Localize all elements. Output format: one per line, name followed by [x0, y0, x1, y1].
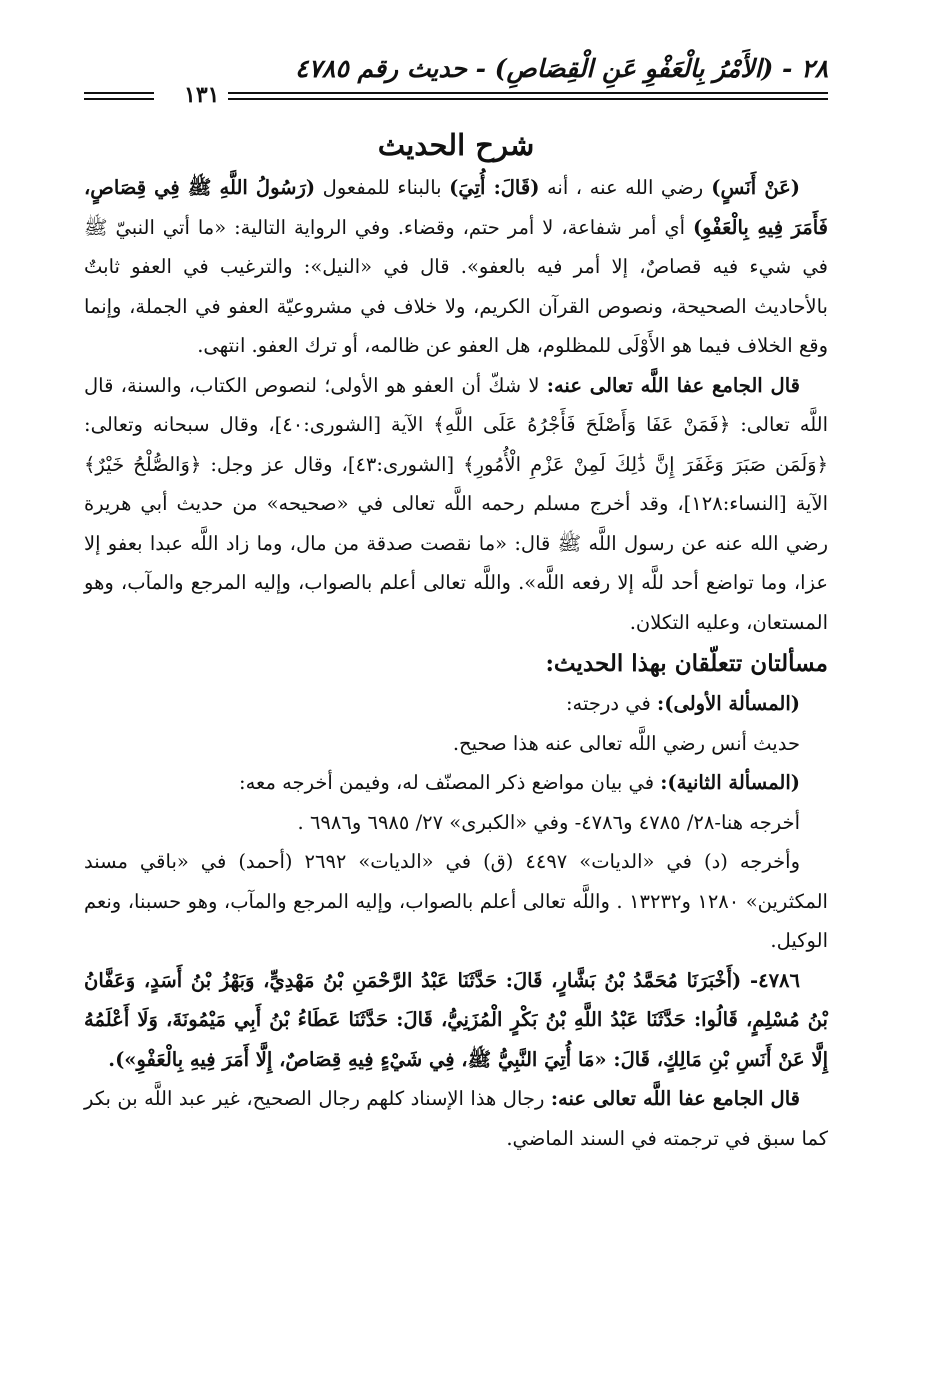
- masala-2-text: في بيان مواضع ذكر المصنّف له، وفيمن أخرجه معه:: [239, 771, 661, 794]
- jami-comment-paragraph: [84, 366, 828, 643]
- section-title: شرح الحديث: [377, 128, 535, 162]
- masala-2-label: (المسألة الثانية):: [660, 771, 800, 794]
- final-comment-label: قال الجامع عفا اللَّه تعالى عنه:: [550, 1087, 800, 1110]
- masail-heading: مسألتان تتعلّقان بهذا الحديث:: [545, 650, 828, 677]
- jami-text: لا شكّ أن العفو هو الأولى؛ لنصوص الكتاب، والسنة، قال اللَّه تعالى: ﴿فَمَنْ عَفَا وَأَصْلَحَ فَأَجْرُهُ عَلَى اللَّهِ﴾ الآية [الشورى:٤٠]، وقال سبحانه وتعالى: ﴿وَلَمَن صَبَرَ وَغَفَرَ إِنَّ ذَٰلِكَ لَمِنْ عَزْمِ الْأُمُورِ﴾ [الشورى:٤٣]، وقال عز وجل: ﴿وَالصُّلْحُ خَيْرٌ﴾ الآية [النساء:١٢٨]، وقد أخرج مسلم رحمه اللَّه تعالى في «صحيحه» من حديث أبي هريرة رضي الله عنه عن رسول اللَّه ﷺ قال: «ما نقصت صدقة من مال، وما زاد اللَّه عبدا بعفو إلا عزا، وما تواضع أحد للَّه إلا رفعه اللَّه». واللَّه تعالى أعلم بالصواب، وإليه المرجع والمآب، وهو المستعان، وعليه التكلان.: [84, 373, 829, 634]
- sharh-run: بالبناء للمفعول: [315, 176, 450, 199]
- masala-1-body: حديث أنس رضي اللَّه تعالى عنه هذا صحيح.: [452, 731, 800, 755]
- masala-2: [84, 763, 828, 803]
- masala-1-label: (المسألة الأولى):: [657, 692, 800, 715]
- masala-1-text: في درجته:: [565, 692, 658, 715]
- page-number: ١٣١: [176, 82, 227, 108]
- sharh-run: أي أمر شفاعة، لا أمر حتم، وقضاء. وفي الرواية التالية: «ما أتي النبيّ ﷺ في شيء فيه قصاصٌ، إلا أمر فيه بالعفو». قال في «النيل»: والترغيب في العفو ثابتٌ بالأحاديث الصحيحة، ونصوص القرآن الكريم، ولا خلاف في مشروعيّة العفو في الجملة، وإنما وقع الخلاف فيما هو الأَوْلَى للمظلوم، هل العفو عن ظالمه، أو ترك العفو. انتهى.: [84, 215, 828, 357]
- final-comment: [84, 1079, 828, 1158]
- masala-2-body: أخرجه هنا-٢٨/ ٤٧٨٥ و٤٧٨٦- وفي «الكبرى» ٢٧/ ٦٩٨٥ و٦٩٨٦ .: [297, 810, 800, 834]
- final-comment-text: رجال هذا الإسناد كلهم رجال الصحيح، غير عبد اللَّه بن بكر كما سبق في ترجمته في السند الماضي.: [84, 1087, 828, 1150]
- hadith-text: ٤٧٨٦- (أَخْبَرَنَا مُحَمَّدُ بْنُ بَشَّارٍ، قَالَ: حَدَّثَنَا عَبْدُ الرَّحْمَنِ بْنُ مَهْدِيٍّ، وَبَهْزُ بْنُ أَسَدٍ، وَعَفَّانُ بْنُ مُسْلِمٍ، قَالُوا: حَدَّثَنَا عَبْدُ اللَّهِ بْنُ بَكْرٍ الْمُزَنِيُّ، قَالَ: حَدَّثَنَا عَطَاءُ بْنُ أَبِي مَيْمُونَةَ، وَلَا أَعْلَمُهُ إِلَّا عَنْ أَنَسِ بْنِ مَالِكٍ، قَالَ: «مَا أُتِيَ النَّبِيُّ ﷺ، فِي شَيْءٍ فِيهِ قِصَاصٌ، إِلَّا أَمَرَ فِيهِ بِالْعَفْوِ»).: [84, 968, 828, 1071]
- page-header: [84, 48, 828, 114]
- sharh-run: (قَالَ: أُتِيَ): [449, 176, 540, 199]
- sharh-run: (رَسُولُ اللَّهِ ﷺ فِي قِصَاصٍ، فَأَمَرَ فِيهِ بِالْعَفْوِ): [84, 176, 828, 239]
- header-rule-short: [84, 92, 154, 100]
- takhrij-paragraph: وأخرجه (د) في «الديات» ٤٤٩٧ (ق) في «الديات» ٢٦٩٢ (أحمد) في «باقي مسند المكثرين» ١٢٨٠ و١٣٢٣٢ . واللَّه تعالى أعلم بالصواب، وإليه المرجع والمآب، وهو حسبنا، ونعم الوكيل.: [84, 850, 828, 952]
- sharh-run: (عَنْ أَنَسٍ): [703, 176, 801, 199]
- jami-label: قال الجامع عفا اللَّه تعالى عنه:: [546, 373, 800, 397]
- header-rule: [228, 92, 828, 100]
- masala-1: [84, 684, 828, 724]
- chapter-title: ٢٨ - (الأَمْرُ بِالْعَفْوِ عَنِ الْقِصَاصِ) - حديث رقم ٤٧٨٥: [295, 54, 828, 83]
- sharh-run: رضي الله عنه ، أنه: [539, 176, 704, 199]
- sharh-paragraph: [84, 168, 828, 366]
- book-page: [84, 48, 828, 1158]
